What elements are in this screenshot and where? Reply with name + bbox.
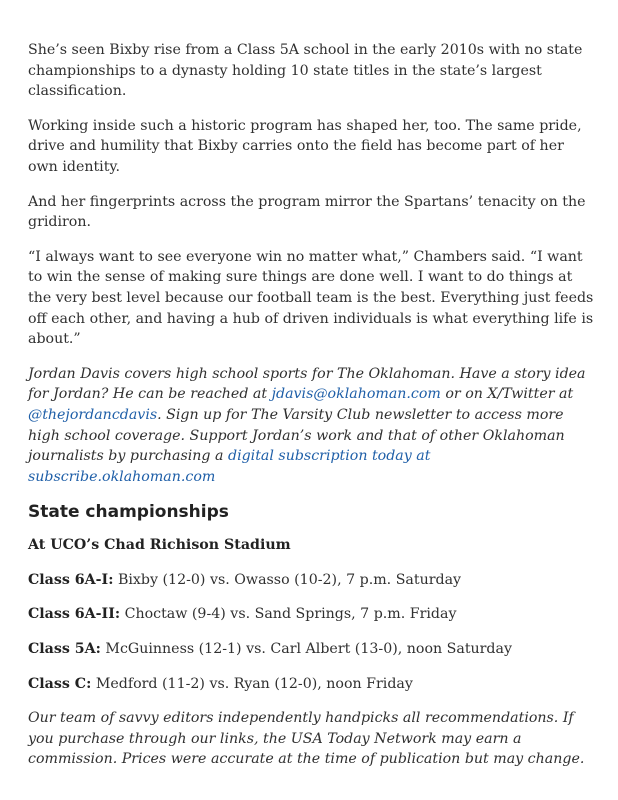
game-details: McGuinness (12-1) vs. Carl Albert (13-0), noon Saturday: [100, 641, 512, 658]
subscription-link[interactable]: digital subscription today at subscribe.oklahoman.com: [28, 448, 431, 485]
game-class-label: Class 6A-I:: [28, 571, 114, 588]
game-details: Choctaw (9-4) vs. Sand Springs, 7 p.m. Friday: [120, 606, 457, 623]
paragraph-historic-program: Working inside such a historic program has shaped her, too. The same pride, drive and humility that Bixby carries onto the field has become part of her own identity.: [28, 117, 582, 175]
game-class-label: Class 6A-II:: [28, 606, 121, 623]
game-details: Bixby (12-0) vs. Owasso (10-2), 7 p.m. Saturday: [113, 571, 462, 588]
author-note-text-3: . Sign up for The Varsity Club newsletter to access more high school coverage. Support Jordan’s work and that of other Oklahoman journalists by purchasing a: [28, 406, 565, 465]
article-body: [28, 40, 594, 784]
game-listing: [28, 639, 594, 660]
game-class-label: Class C:: [28, 675, 92, 692]
paragraph-fingerprints: And her fingerprints across the program mirror the Spartans’ tenacity on the gridiron.: [28, 193, 586, 231]
author-note: [28, 364, 594, 488]
affiliate-disclaimer: Our team of savvy editors independently handpicks all recommendations. If you purchase through our links, the USA Today Network may earn a commission. Prices were accurate at the time of publication but may change.: [28, 710, 585, 768]
game-listing: [28, 570, 594, 591]
author-note-text-2: or on X/Twitter at: [440, 386, 574, 403]
venue-line: At UCO’s Chad Richison Stadium: [28, 537, 291, 554]
paragraph-bixby-rise: She’s seen Bixby rise from a Class 5A school in the early 2010s with no state championships to a dynasty holding 10 state titles in the state’s largest classification.: [28, 42, 583, 100]
game-listing: [28, 604, 594, 625]
game-details: Medford (11-2) vs. Ryan (12-0), noon Friday: [91, 675, 413, 692]
paragraph-chambers-quote: “I always want to see everyone win no matter what,” Chambers said. “I want to win the sense of making sure things are done well. I want to do things at the very best level because our football team is the best. Everything just feeds off each other, and having a hub of driven individuals is what everything life is about.”: [28, 248, 594, 348]
game-class-label: Class 5A:: [28, 641, 101, 658]
author-note-text-1: Jordan Davis covers high school sports for The Oklahoman. Have a story idea for Jordan? He can be reached at: [28, 365, 586, 403]
author-twitter-link[interactable]: @thejordancdavis: [28, 406, 158, 423]
section-heading-state-championships: State championships: [28, 502, 229, 523]
author-email-link[interactable]: jdavis@oklahoman.com: [271, 386, 441, 403]
game-listing: [28, 674, 594, 695]
